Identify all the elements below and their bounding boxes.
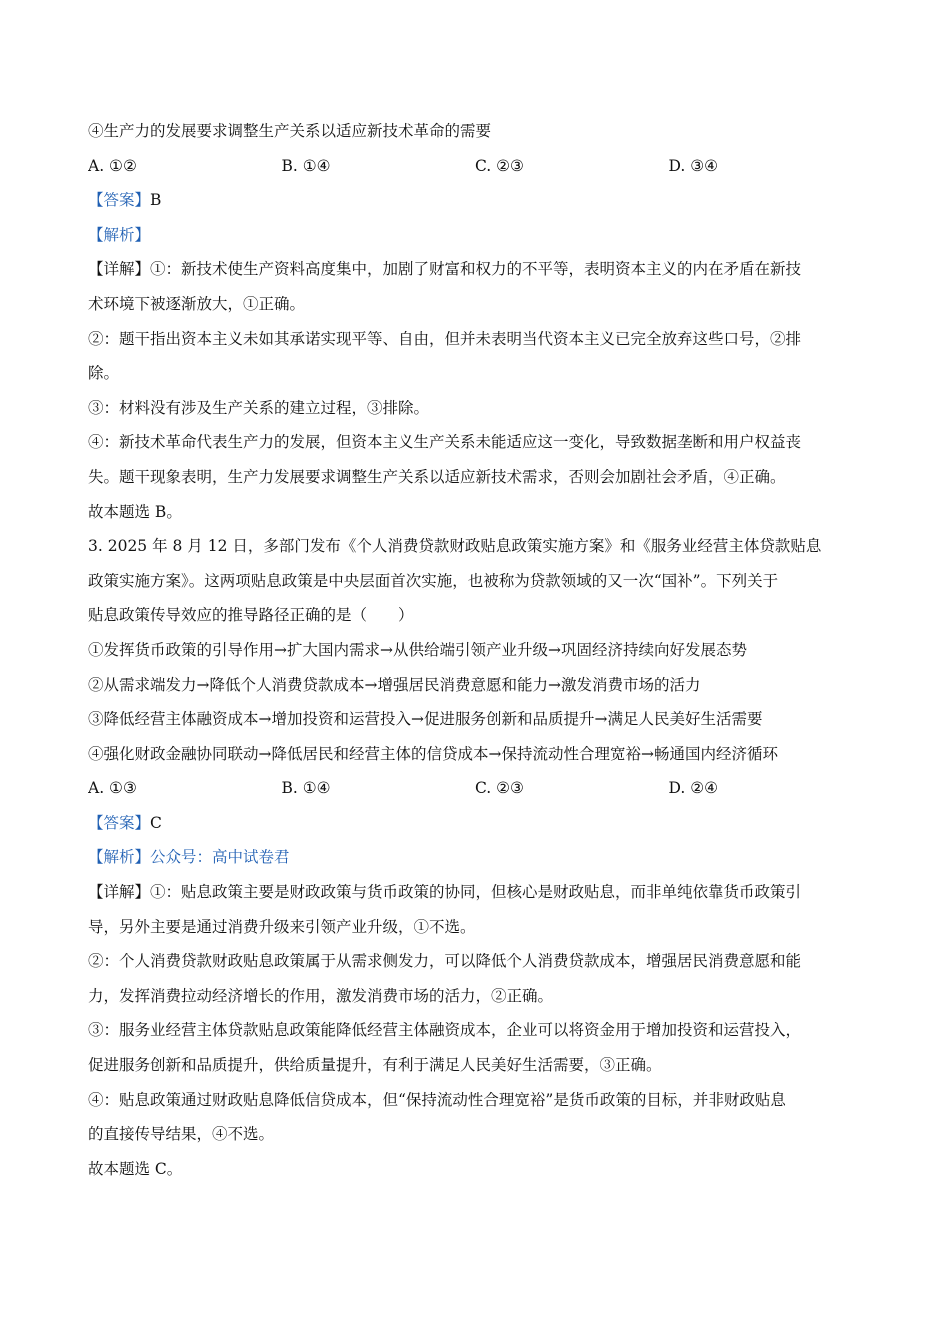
q3-option-a: A. ①③ xyxy=(88,779,137,798)
q2-option-d: D. ③④ xyxy=(668,156,719,175)
q3-answer-tag: 【答案】 xyxy=(88,813,151,832)
q3-answer xyxy=(88,806,863,841)
q2-detail-line: 失。题干现象表明，生产力发展要求调整生产关系以适应新技术需求，否则会加剧社会矛盾，④正确。 xyxy=(88,467,786,486)
q2-answer xyxy=(88,183,863,218)
q2-option-a: A. ①② xyxy=(88,156,137,175)
q2-option-b: B. ①④ xyxy=(281,156,331,175)
q2-analysis-tag: 【解析】 xyxy=(88,225,151,244)
q2-options xyxy=(88,149,863,184)
q2-statement-4: ④生产力的发展要求调整生产关系以适应新技术革命的需要 xyxy=(88,122,492,140)
q3-option-c: C. ②③ xyxy=(475,779,524,798)
page-content xyxy=(88,114,863,1186)
q3-detail-line: 的直接传导结果，④不选。 xyxy=(88,1125,275,1144)
q2-detail-line: ④：新技术革命代表生产力的发展，但资本主义生产关系未能适应这一变化，导致数据垄断和用户权益丧 xyxy=(88,433,802,452)
q3-stem-line: 3. 2025 年 8 月 12 日，多部门发布《个人消费贷款财政贴息政策实施方案》和《服务业经营主体贷款贴息 xyxy=(88,537,822,556)
q2-answer-tag: 【答案】 xyxy=(88,191,151,210)
q3-detail-line: 促进服务创新和品质提升，供给质量提升，有利于满足人民美好生活需要，③正确。 xyxy=(88,1056,662,1075)
q3-detail-line: 力，发挥消费拉动经济增长的作用，激发消费市场的活力，②正确。 xyxy=(88,986,554,1005)
q3-stem-line: 政策实施方案》。这两项贴息政策是中央层面首次实施，也被称为贷款领域的又一次“国补”。下列关于 xyxy=(88,571,779,590)
q3-options xyxy=(88,771,863,806)
q2-conclusion: 故本题选 B。 xyxy=(88,502,182,521)
q3-conclusion: 故本题选 C。 xyxy=(88,1159,183,1178)
q3-detail-line: 【详解】①：贴息政策主要是财政政策与货币政策的协同，但核心是财政贴息，而非单纯依靠货币政策引 xyxy=(88,883,802,902)
q3-statement-4: ④强化财政金融协同联动→降低居民和经营主体的信贷成本→保持流动性合理宽裕→畅通国内经济循环 xyxy=(88,744,778,763)
q3-option-d: D. ②④ xyxy=(668,779,719,798)
q3-stem-line: 贴息政策传导效应的推导路径正确的是（ ） xyxy=(88,606,414,625)
q3-detail-line: ③：服务业经营主体贷款贴息政策能降低经营主体融资成本，企业可以将资金用于增加投资和运营投入， xyxy=(88,1021,802,1040)
q3-detail-line: ②：个人消费贷款财政贴息政策属于从需求侧发力，可以降低个人消费贷款成本，增强居民消费意愿和能 xyxy=(88,952,802,971)
q3-statement-3: ③降低经营主体融资成本→增加投资和运营投入→促进服务创新和品质提升→满足人民美好生活需要 xyxy=(88,710,763,729)
q2-option-c: C. ②③ xyxy=(475,156,524,175)
q3-answer-value: C xyxy=(150,813,162,832)
q2-detail-line: 【详解】①：新技术使生产资料高度集中，加剧了财富和权力的不平等，表明资本主义的内在矛盾在新技 xyxy=(88,260,802,279)
q3-analysis-line: 【解析】公众号：高中试卷君 xyxy=(88,848,290,867)
q3-statement-2: ②从需求端发力→降低个人消费贷款成本→增强居民消费意愿和能力→激发消费市场的活力 xyxy=(88,675,701,694)
q2-detail-line: 除。 xyxy=(88,364,120,383)
q3-statement-1: ①发挥货币政策的引导作用→扩大国内需求→从供给端引领产业升级→巩固经济持续向好发展态势 xyxy=(88,640,747,659)
q2-answer-value: B xyxy=(150,191,162,210)
q3-option-b: B. ①④ xyxy=(281,779,331,798)
q3-detail-line: ④：贴息政策通过财政贴息降低信贷成本，但“保持流动性合理宽裕”是货币政策的目标，并非财政贴息 xyxy=(88,1090,786,1109)
q2-detail-line: ③：材料没有涉及生产关系的建立过程，③排除。 xyxy=(88,398,430,417)
q2-detail-line: ②：题干指出资本主义未如其承诺实现平等、自由，但并未表明当代资本主义已完全放弃这些口号，②排 xyxy=(88,329,802,348)
q2-detail-line: 术环境下被逐渐放大，①正确。 xyxy=(88,294,306,313)
q3-detail-line: 导，另外主要是通过消费升级来引领产业升级，①不选。 xyxy=(88,917,476,936)
